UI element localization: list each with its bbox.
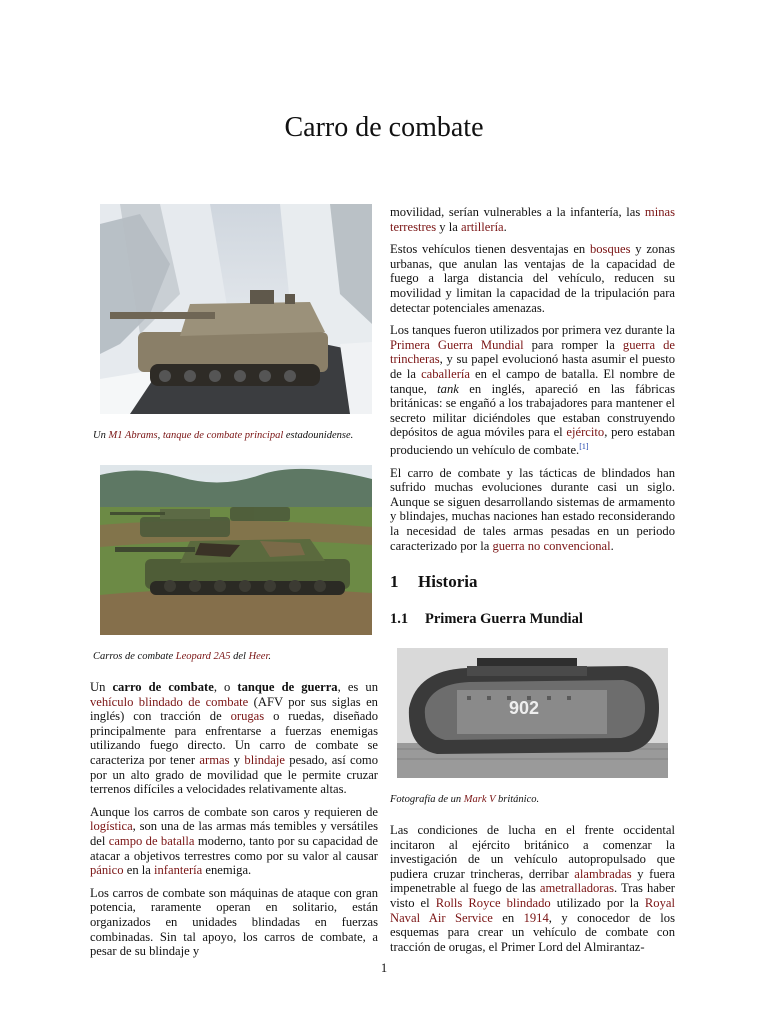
link-bosques[interactable]: bosques — [589, 242, 631, 257]
link-ametralladoras[interactable]: ametralladoras — [539, 881, 614, 896]
paragraph-r2: Estos vehículos tienen desventajas en bosques y zonas urbanas, que anulan las ventajas de la capacidad de fuego a larga distancia del vehículo, reducen su movilidad y limitan la capacidad de la tripulación para detectar potenciales amenazas. — [390, 242, 675, 315]
link-primera-guerra-mundial[interactable]: Primera Guerra Mundial — [390, 337, 524, 352]
link-caballeria[interactable]: caballería — [421, 366, 470, 381]
link-guerra-de-trincheras[interactable]: guerra de trincheras — [390, 337, 675, 367]
subsection-heading-primera-guerra: 1.1 Primera Guerra Mundial — [390, 611, 583, 627]
figure-caption-1: Un M1 Abrams, tanque de combate principal estadounidense. — [93, 430, 354, 441]
m1-abrams-photo — [100, 204, 372, 414]
paragraph-2: Aunque los carros de combate son caros y requieren de logística, son una de las armas más temibles y versátiles del campo de batalla moderno, tanto por su capacidad de atacar a objetivos terrestres como por su valor al causar pánico en la infantería enemiga. — [90, 804, 378, 878]
paragraph-3: Los carros de combate son máquinas de ataque con gran potencia, raramente operan en solitario, están organizados en unidades blindadas en fuerzas combinadas. Sin tal apoyo, los carros de combate, a pesar de su blindaje y — [90, 885, 378, 959]
leopard-2a5-image — [100, 465, 372, 635]
link-rolls-royce-blindado[interactable]: Rolls Royce blindado — [435, 895, 551, 910]
mark-v-image — [397, 648, 668, 778]
link-orugas[interactable]: orugas — [230, 709, 265, 724]
leopard-2a5-photo — [100, 465, 372, 635]
link-m1-abrams[interactable]: M1 Abrams — [108, 430, 158, 441]
link-leopard-2a5[interactable]: Leopard 2A5 — [175, 651, 231, 662]
reference-1[interactable]: [1] — [579, 441, 589, 451]
page-title: Carro de combate — [284, 112, 484, 143]
link-guerra-no-convencional[interactable]: guerra no convencional — [492, 538, 611, 553]
paragraph-r4: El carro de combate y las tácticas de blindados han sufrido muchas evoluciones durante casi un siglo. Aunque se siguen desarrollando sistemas de armamento y blindajes, muchas naciones han estado reconsiderando la necesidad de tales armas pesadas en un periodo caracterizado por la guerra no convencional. — [390, 465, 675, 553]
link-armas[interactable]: armas — [199, 752, 230, 767]
figure-caption-3: Fotografía de un Mark V británico. — [390, 794, 540, 805]
link-tanque-de-combate-principal[interactable]: tanque de combate principal — [162, 430, 284, 441]
link-ejercito[interactable]: ejército — [566, 425, 605, 440]
link-panico[interactable]: pánico — [90, 863, 124, 878]
link-infanteria[interactable]: infantería — [154, 863, 203, 878]
m1-abrams-image — [100, 204, 372, 414]
link-minas-terrestres[interactable]: minas terrestres — [390, 205, 675, 234]
link-artilleria[interactable]: artillería — [461, 219, 504, 234]
paragraph-intro: Un carro de combate, o tanque de guerra, es un vehículo blindado de combate (AFV por sus siglas en inglés) con tracción de orugas o ruedas, diseñado principalmente para enfrentarse a fuerzas enemigas utilizando fuego directo. Un carro de combate se caracteriza por tener armas y blindaje pesado, así como por un alto grado de movilidad que le permite cruzar terrenos difíciles a velocidades relativamente altas. — [90, 680, 378, 797]
link-logistica[interactable]: logística — [90, 819, 133, 834]
tank-number-label: 902 — [509, 698, 540, 718]
link-campo-de-batalla[interactable]: campo de batalla — [108, 833, 195, 848]
figure-caption-2: Carros de combate Leopard 2A5 del Heer. — [93, 651, 272, 662]
paragraph-r1: movilidad, serían vulnerables a la infantería, las minas terrestres y la artillería. — [390, 205, 675, 234]
link-vehiculo-blindado[interactable]: vehículo blindado de combate — [90, 694, 249, 709]
link-royal-naval-air-service[interactable]: Royal Naval Air Service — [390, 895, 675, 925]
link-1914[interactable]: 1914 — [523, 910, 549, 925]
link-alambradas[interactable]: alambradas — [574, 866, 632, 881]
link-blindaje[interactable]: blindaje — [244, 752, 285, 767]
left-column — [90, 680, 378, 967]
mark-v-photo — [397, 648, 668, 778]
section-heading-historia: 1 Historia — [390, 572, 478, 591]
paragraph-r5: Las condiciones de lucha en el frente occidental incitaron al ejército británico a comenzar la investigación de un vehículo autopropulsado que pudiera cruzar trincheras, derribar alambradas y fuera impenetrable al fuego de las ametralladoras. Tras haber visto el Rolls Royce blindado utilizado por la Royal Naval Air Service en 1914, y conocedor de los esquemas para crear un vehículo de combate con tracción de orugas, el Primer Lord del Almirantaz- — [390, 823, 675, 954]
link-heer[interactable]: Heer — [248, 651, 269, 662]
right-column — [390, 205, 675, 561]
page-number: 1 — [380, 961, 388, 975]
paragraph-r3: Los tanques fueron utilizados por primera vez durante la Primera Guerra Mundial para romper la guerra de trincheras, y su papel evolucionó hasta asumir el puesto de la caballería en el campo de batalla. El nombre de tanque, tank en inglés, apareció en las fábricas británicas: se engañó a los trabajadores para mantener el secreto militar diciéndoles que estaban construyendo depósitos de agua móviles para el ejército, pero estaban produciendo un vehículo de combate.[1] — [390, 323, 675, 458]
link-mark-v[interactable]: Mark V — [463, 794, 496, 805]
right-column-bottom — [390, 823, 675, 954]
